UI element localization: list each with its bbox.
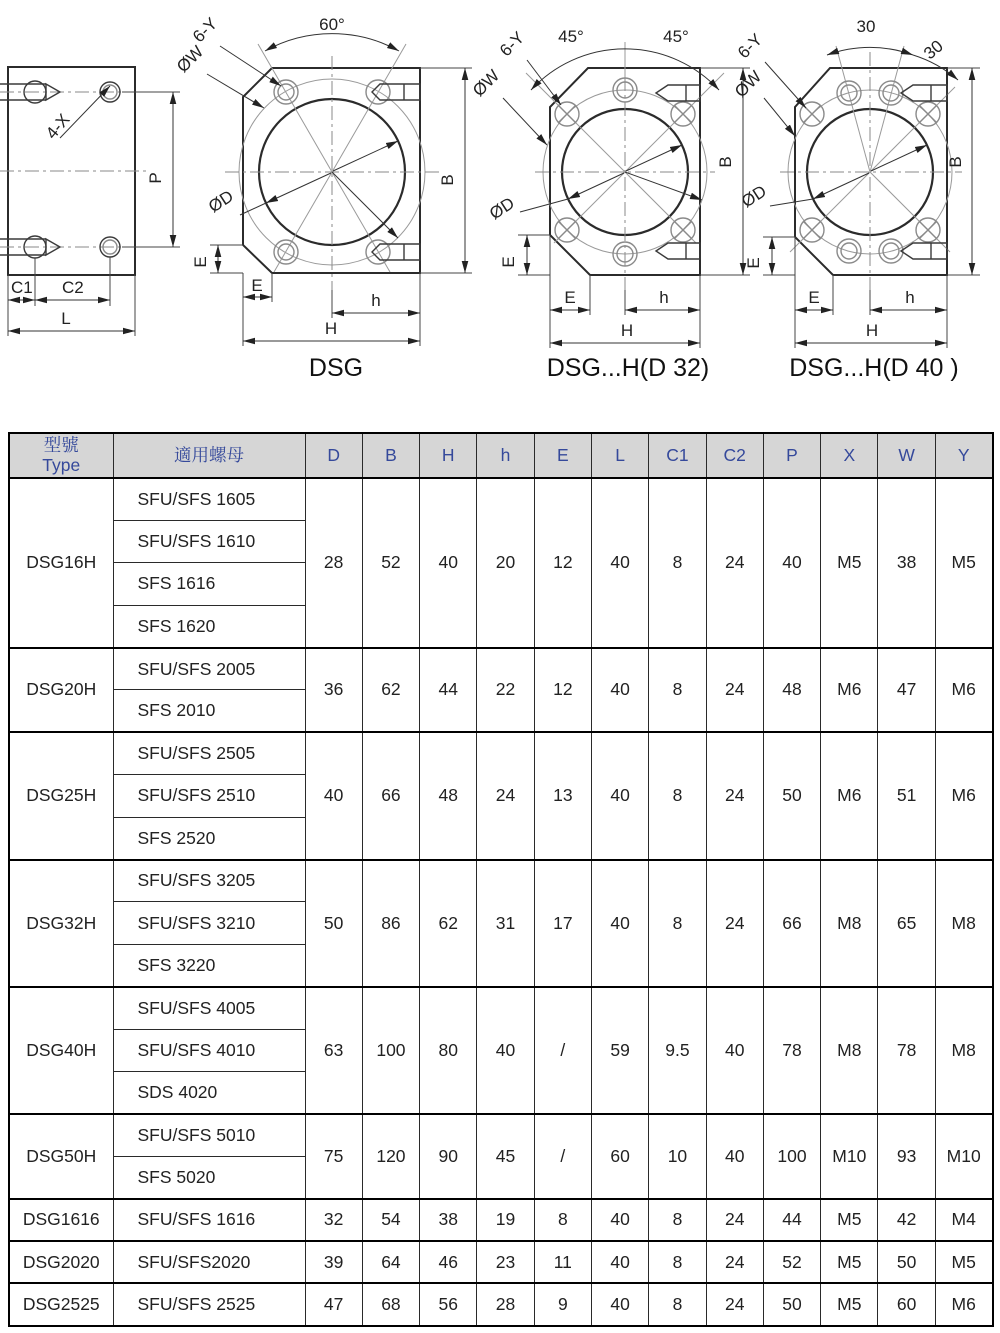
- drawing-dsg-h-d32: [469, 27, 750, 382]
- nut-cell: SFS 1620: [113, 605, 305, 647]
- value-cell: M8: [821, 860, 878, 987]
- nut-cell: SFU/SFS 1610: [113, 520, 305, 562]
- header-col-x: X: [821, 433, 878, 478]
- dim-label-ow: ØW: [731, 67, 766, 102]
- value-cell: 24: [706, 732, 763, 859]
- value-cell: 50: [305, 860, 362, 987]
- value-cell: 24: [706, 1199, 763, 1241]
- dim-label-ow: ØW: [173, 42, 208, 77]
- value-cell: 12: [534, 648, 591, 733]
- value-cell: 40: [591, 732, 648, 859]
- value-cell: 86: [362, 860, 419, 987]
- dim-label-hcap: H: [865, 321, 879, 340]
- value-cell: M8: [935, 860, 992, 987]
- value-cell: 10: [649, 1114, 706, 1199]
- value-cell: 8: [649, 732, 706, 859]
- value-cell: 93: [878, 1114, 935, 1199]
- nut-cell: SFS 3220: [113, 944, 305, 986]
- table-row: [9, 860, 993, 902]
- value-cell: 24: [706, 648, 763, 733]
- nut-cell: SFU/SFS 2510: [113, 775, 305, 817]
- header-col-h: H: [420, 433, 477, 478]
- type-cell: DSG1616: [9, 1199, 113, 1241]
- value-cell: 9: [534, 1283, 591, 1325]
- dim-label-e-bottom: E: [251, 276, 263, 295]
- dim-label-p: P: [146, 172, 165, 184]
- value-cell: 54: [362, 1199, 419, 1241]
- value-cell: 51: [878, 732, 935, 859]
- value-cell: /: [534, 1114, 591, 1199]
- nut-cell: SFS 2010: [113, 690, 305, 732]
- value-cell: 8: [649, 860, 706, 987]
- header-type-cn: 型號: [43, 435, 79, 456]
- dim-label-30r: 30: [920, 36, 947, 64]
- value-cell: 17: [534, 860, 591, 987]
- value-cell: M5: [821, 478, 878, 648]
- dim-label-ow: ØW: [469, 66, 504, 101]
- value-cell: 40: [763, 478, 820, 648]
- header-col-w: W: [878, 433, 935, 478]
- dim-label-4x: 4-X: [42, 110, 74, 143]
- header-col-c2: C2: [706, 433, 763, 478]
- value-cell: M8: [821, 987, 878, 1114]
- value-cell: 8: [649, 1241, 706, 1283]
- value-cell: 44: [763, 1199, 820, 1241]
- nut-cell: SFU/SFS 5010: [113, 1114, 305, 1156]
- value-cell: M10: [935, 1114, 992, 1199]
- technical-drawings: [0, 0, 1000, 432]
- value-cell: 19: [477, 1199, 534, 1241]
- header-col-y: Y: [935, 433, 992, 478]
- dim-label-6y: 6-Y: [734, 30, 767, 63]
- caption-dsg-h-d32: DSG...H(D 32): [546, 354, 710, 382]
- table-row: [9, 1241, 993, 1283]
- value-cell: 24: [706, 1241, 763, 1283]
- type-cell: DSG20H: [9, 648, 113, 733]
- value-cell: /: [534, 987, 591, 1114]
- dim-label-e-left: E: [191, 256, 210, 268]
- value-cell: 8: [649, 1283, 706, 1325]
- drawing-dsg: [173, 14, 472, 382]
- value-cell: M6: [821, 732, 878, 859]
- table-row: [9, 648, 993, 690]
- value-cell: 50: [763, 1283, 820, 1325]
- type-cell: DSG50H: [9, 1114, 113, 1199]
- value-cell: M5: [821, 1199, 878, 1241]
- value-cell: 8: [649, 478, 706, 648]
- value-cell: 24: [706, 1283, 763, 1325]
- value-cell: 62: [420, 860, 477, 987]
- nut-cell: SFU/SFS 2005: [113, 648, 305, 690]
- nut-cell: SFS 5020: [113, 1156, 305, 1198]
- value-cell: 40: [706, 987, 763, 1114]
- header-col-b: B: [362, 433, 419, 478]
- type-cell: DSG16H: [9, 478, 113, 648]
- dim-label-6y: 6-Y: [189, 14, 222, 47]
- table-row: [9, 1199, 993, 1241]
- dim-label-h: h: [371, 291, 381, 310]
- value-cell: M4: [935, 1199, 992, 1241]
- dim-label-45l: 45°: [558, 27, 584, 46]
- dim-label-e-left: E: [499, 256, 518, 268]
- value-cell: 66: [362, 732, 419, 859]
- nut-cell: SDS 4020: [113, 1071, 305, 1113]
- value-cell: 48: [420, 732, 477, 859]
- nut-cell: SFU/SFS 2505: [113, 732, 305, 774]
- value-cell: 65: [878, 860, 935, 987]
- header-col-c1: C1: [649, 433, 706, 478]
- value-cell: M6: [935, 648, 992, 733]
- dim-label-45r: 45°: [663, 27, 689, 46]
- dim-label-c1: C1: [11, 278, 33, 297]
- value-cell: 78: [878, 987, 935, 1114]
- nut-cell: SFU/SFS 4005: [113, 987, 305, 1029]
- nut-cell: SFU/SFS 3210: [113, 902, 305, 944]
- table-header-row: [9, 433, 993, 478]
- value-cell: 40: [591, 1199, 648, 1241]
- value-cell: 40: [477, 987, 534, 1114]
- value-cell: 39: [305, 1241, 362, 1283]
- value-cell: M6: [821, 648, 878, 733]
- value-cell: M5: [821, 1283, 878, 1325]
- value-cell: 47: [878, 648, 935, 733]
- value-cell: 8: [649, 648, 706, 733]
- table-body: [9, 478, 993, 1326]
- value-cell: 36: [305, 648, 362, 733]
- value-cell: M6: [935, 1283, 992, 1325]
- value-cell: 40: [591, 478, 648, 648]
- value-cell: 47: [305, 1283, 362, 1325]
- table-row: [9, 478, 993, 520]
- value-cell: M5: [935, 1241, 992, 1283]
- value-cell: 12: [534, 478, 591, 648]
- dim-label-60: 60°: [319, 15, 345, 34]
- value-cell: 38: [420, 1199, 477, 1241]
- value-cell: 52: [763, 1241, 820, 1283]
- value-cell: 40: [420, 478, 477, 648]
- type-cell: DSG2525: [9, 1283, 113, 1325]
- nut-cell: SFU/SFS 1616: [113, 1199, 305, 1241]
- value-cell: 31: [477, 860, 534, 987]
- dim-label-h: h: [905, 288, 915, 307]
- value-cell: 59: [591, 987, 648, 1114]
- value-cell: 100: [763, 1114, 820, 1199]
- header-nut: 適用螺母: [113, 433, 305, 478]
- value-cell: M10: [821, 1114, 878, 1199]
- value-cell: 52: [362, 478, 419, 648]
- table-row: [9, 1114, 993, 1156]
- type-cell: DSG25H: [9, 732, 113, 859]
- nut-cell: SFU/SFS 3205: [113, 860, 305, 902]
- dim-label-b: B: [946, 156, 965, 168]
- value-cell: 24: [706, 860, 763, 987]
- value-cell: M6: [935, 732, 992, 859]
- value-cell: 20: [477, 478, 534, 648]
- value-cell: 40: [591, 860, 648, 987]
- value-cell: 44: [420, 648, 477, 733]
- value-cell: 32: [305, 1199, 362, 1241]
- value-cell: 28: [305, 478, 362, 648]
- value-cell: 24: [706, 478, 763, 648]
- value-cell: 38: [878, 478, 935, 648]
- caption-dsg: DSG: [308, 354, 364, 382]
- dim-label-6y: 6-Y: [496, 28, 529, 61]
- drawing-side-view: [0, 67, 180, 336]
- value-cell: 56: [420, 1283, 477, 1325]
- value-cell: 50: [878, 1241, 935, 1283]
- value-cell: 46: [420, 1241, 477, 1283]
- value-cell: M5: [935, 478, 992, 648]
- dim-label-od: ØD: [486, 193, 518, 224]
- value-cell: 64: [362, 1241, 419, 1283]
- dim-label-c2: C2: [62, 278, 84, 297]
- value-cell: 11: [534, 1241, 591, 1283]
- value-cell: 42: [878, 1199, 935, 1241]
- table-row: [9, 1283, 993, 1325]
- value-cell: 80: [420, 987, 477, 1114]
- spec-table: [8, 432, 994, 1327]
- header-col-e: E: [534, 433, 591, 478]
- nut-cell: SFS 1616: [113, 563, 305, 605]
- type-cell: DSG2020: [9, 1241, 113, 1283]
- nut-cell: SFU/SFS 2525: [113, 1283, 305, 1325]
- value-cell: 28: [477, 1283, 534, 1325]
- value-cell: 60: [591, 1114, 648, 1199]
- dim-label-od: ØD: [738, 181, 770, 212]
- value-cell: 63: [305, 987, 362, 1114]
- value-cell: 45: [477, 1114, 534, 1199]
- dim-label-e-left: E: [744, 257, 763, 269]
- value-cell: 75: [305, 1114, 362, 1199]
- value-cell: 40: [591, 1241, 648, 1283]
- value-cell: 24: [477, 732, 534, 859]
- dim-label-e-bottom: E: [564, 288, 576, 307]
- value-cell: 68: [362, 1283, 419, 1325]
- dim-label-b: B: [716, 156, 735, 168]
- dim-label-l: L: [61, 309, 71, 328]
- table-row: [9, 732, 993, 774]
- value-cell: 23: [477, 1241, 534, 1283]
- dim-label-od: ØD: [205, 186, 237, 217]
- value-cell: 78: [763, 987, 820, 1114]
- nut-cell: SFU/SFS 1605: [113, 478, 305, 520]
- value-cell: 13: [534, 732, 591, 859]
- value-cell: 60: [878, 1283, 935, 1325]
- value-cell: 48: [763, 648, 820, 733]
- dim-label-hcap: H: [324, 319, 338, 338]
- dim-label-hcap: H: [620, 321, 634, 340]
- header-col-p: P: [763, 433, 820, 478]
- drawing-dsg-h-d40: [731, 17, 980, 382]
- nut-cell: SFU/SFS 4010: [113, 1029, 305, 1071]
- value-cell: 40: [305, 732, 362, 859]
- header-type: [9, 433, 113, 478]
- type-cell: DSG32H: [9, 860, 113, 987]
- nut-cell: SFS 2520: [113, 817, 305, 859]
- value-cell: 22: [477, 648, 534, 733]
- value-cell: 9.5: [649, 987, 706, 1114]
- value-cell: 50: [763, 732, 820, 859]
- value-cell: 40: [591, 1283, 648, 1325]
- header-col-d: D: [305, 433, 362, 478]
- value-cell: M8: [935, 987, 992, 1114]
- value-cell: 62: [362, 648, 419, 733]
- value-cell: 90: [420, 1114, 477, 1199]
- caption-dsg-h-d40: DSG...H(D 40 ): [789, 354, 959, 382]
- dim-label-b: B: [438, 174, 457, 186]
- value-cell: 40: [591, 648, 648, 733]
- type-cell: DSG40H: [9, 987, 113, 1114]
- value-cell: 8: [649, 1199, 706, 1241]
- header-type-en: Type: [42, 454, 81, 475]
- nut-cell: SFU/SFS2020: [113, 1241, 305, 1283]
- value-cell: 120: [362, 1114, 419, 1199]
- dim-label-e-bottom: E: [808, 288, 820, 307]
- value-cell: 66: [763, 860, 820, 987]
- value-cell: 100: [362, 987, 419, 1114]
- value-cell: 40: [706, 1114, 763, 1199]
- dim-label-30l: 30: [856, 17, 876, 36]
- value-cell: 8: [534, 1199, 591, 1241]
- dim-label-h: h: [659, 288, 669, 307]
- value-cell: M5: [821, 1241, 878, 1283]
- header-col-hs: h: [477, 433, 534, 478]
- header-col-l: L: [591, 433, 648, 478]
- table-row: [9, 987, 993, 1029]
